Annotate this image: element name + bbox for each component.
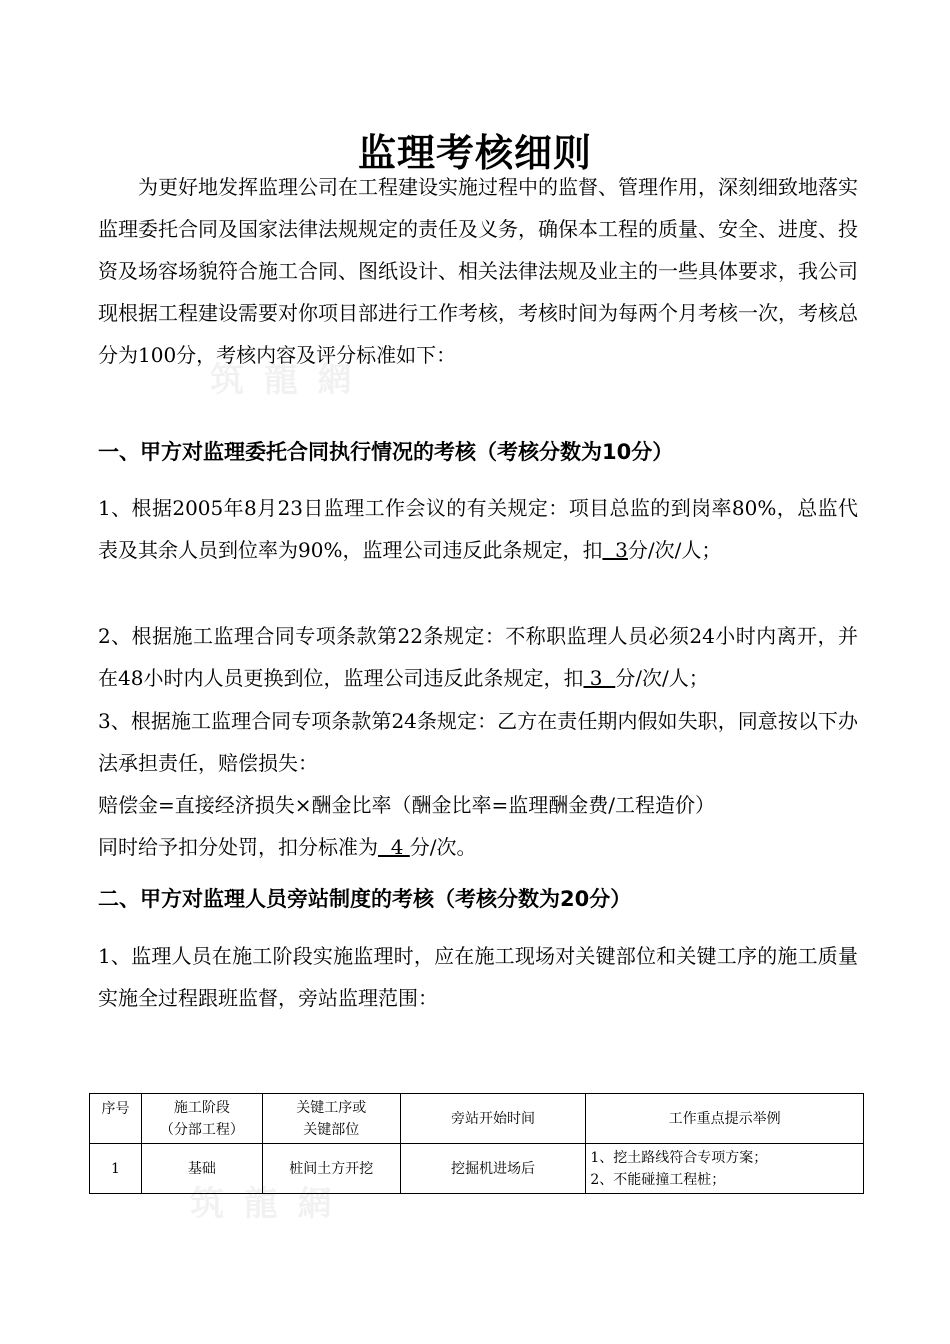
header-key-process: 关键工序或 关键部位 xyxy=(262,1094,400,1144)
item1-unit: 分/次/人； xyxy=(627,538,722,562)
cell-stage: 基础 xyxy=(141,1144,262,1194)
section2-item1 xyxy=(98,935,858,1019)
cell-key-points: 1、挖土路线符合专项方案； 2、不能碰撞工程桩； xyxy=(586,1144,864,1194)
cell-index: 1 xyxy=(90,1144,142,1194)
formula-text: 赔偿金=直接经济损失×酬金比率（酬金比率=监理酬金费/工程造价） xyxy=(98,793,716,817)
item2-deduction-value: 3 xyxy=(583,666,616,690)
bystanding-scope-table xyxy=(89,1093,864,1194)
formula-line xyxy=(98,784,858,826)
item1-deduction-value: 3 xyxy=(602,538,628,562)
section2-heading: 二、甲方对监理人员旁站制度的考核（考核分数为20分） xyxy=(98,887,632,911)
penalty-unit: 分/次。 xyxy=(409,835,477,859)
penalty-value: 4 xyxy=(378,835,410,859)
table-header-row xyxy=(90,1094,864,1144)
section1-item2 xyxy=(98,615,858,699)
cell-key-process: 桩间土方开挖 xyxy=(262,1144,400,1194)
intro-paragraph xyxy=(98,166,858,376)
section2-item1-text: 1、监理人员在施工阶段实施监理时，应在施工现场对关键部位和关键工序的施工质量实施全过程跟班监督，旁站监理范围： xyxy=(98,944,858,1010)
table-row xyxy=(90,1144,864,1194)
watermark: 筑 龍 網 xyxy=(190,1184,336,1224)
item3-text: 3、根据施工监理合同专项条款第24条规定：乙方在责任期内假如失职，同意按以下办法承担责任，赔偿损失： xyxy=(98,709,858,775)
penalty-text: 同时给予扣分处罚，扣分标准为 xyxy=(98,835,378,859)
item2-unit: 分/次/人； xyxy=(615,666,709,690)
penalty-line xyxy=(98,826,858,868)
watermark: 筑 龍 網 xyxy=(210,360,356,400)
intro-text: 为更好地发挥监理公司在工程建设实施过程中的监督、管理作用，深刻细致地落实监理委托合同及国家法律法规规定的责任及义务，确保本工程的质量、安全、进度、投资及场容场貌符合施工合同、图纸设计、相关法律法规及业主的一些具体要求，我公司现根据工程建设需要对你项目部进行工作考核，考核时间为每两个月考核一次，考核总分为100分，考核内容及评分标准如下： xyxy=(98,175,858,367)
header-start-time: 旁站开始时间 xyxy=(400,1094,586,1144)
section1-heading: 一、甲方对监理委托合同执行情况的考核（考核分数为10分） xyxy=(98,440,674,464)
item1-text: 1、根据2005年8月23日监理工作会议的有关规定：项目总监的到岗率80%，总监代表及其余人员到位率为90%，监理公司违反此条规定，扣 xyxy=(98,496,858,562)
header-stage: 施工阶段 （分部工程） xyxy=(141,1094,262,1144)
item2-text: 2、根据施工监理合同专项条款第22条规定：不称职监理人员必须24小时内离开，并在48小时内人员更换到位，监理公司违反此条规定，扣 xyxy=(98,624,858,690)
section1-item1 xyxy=(98,487,858,571)
section1-item3 xyxy=(98,700,858,784)
header-key-points: 工作重点提示举例 xyxy=(586,1094,864,1144)
page-title: 监理考核细则 xyxy=(357,131,592,175)
cell-start-time: 挖掘机进场后 xyxy=(400,1144,586,1194)
header-index: 序号 xyxy=(90,1094,142,1144)
